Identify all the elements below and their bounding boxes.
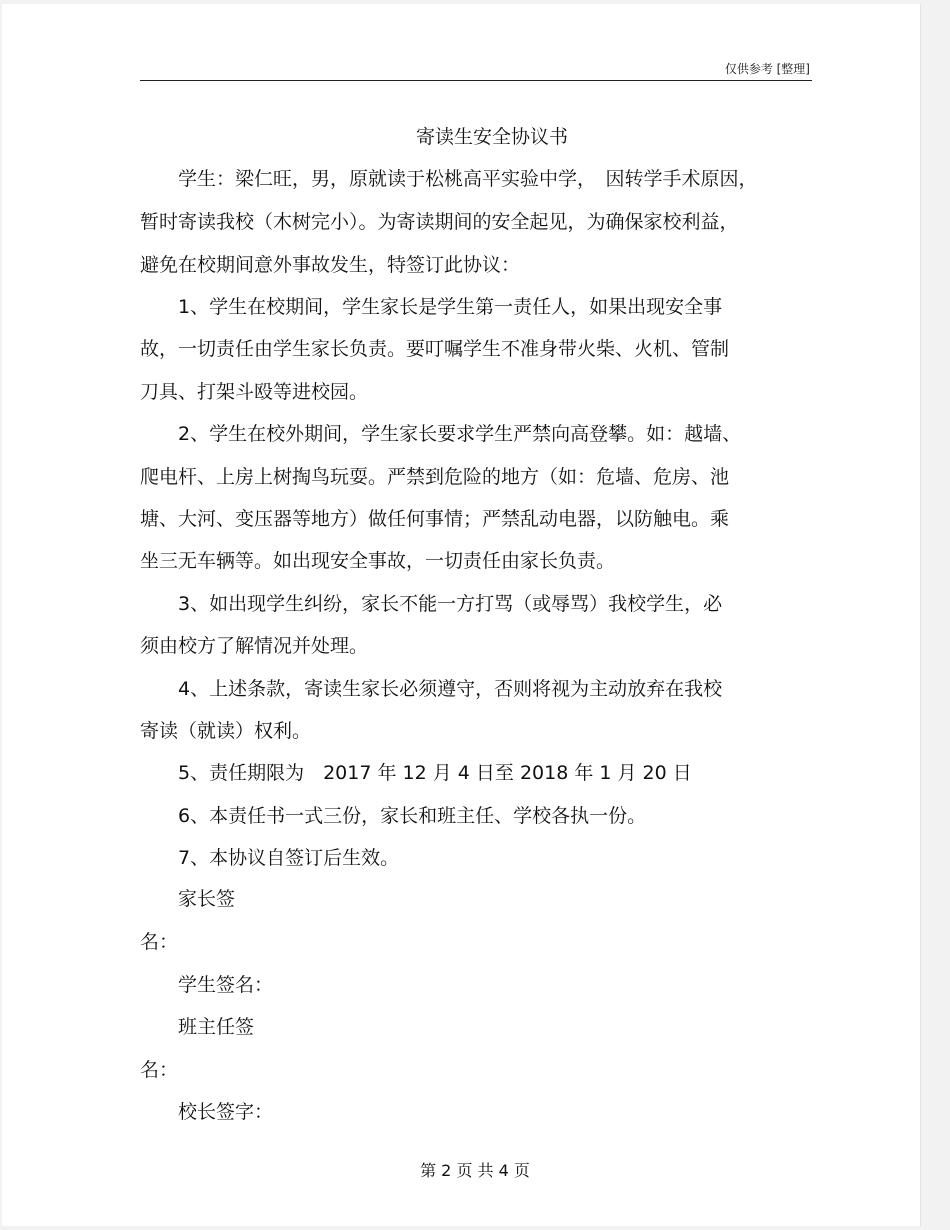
signature-parent-label: 家长签 — [140, 888, 236, 910]
body-line: 塘、大河、变压器等地方）做任何事情；严禁乱动电器，以防触电。乘 — [140, 508, 730, 530]
signature-principal-label: 校长签字： — [140, 1101, 274, 1123]
body-line: 1、学生在校期间，学生家长是学生第一责任人，如果出现安全事 — [140, 296, 723, 318]
body-line: 7、本协议自签订后生效。 — [140, 847, 400, 869]
body-line: 须由校方了解情况并处理。 — [140, 635, 369, 657]
body-line: 4、上述条款，寄读生家长必须遵守，否则将视为主动放弃在我校 — [140, 678, 723, 700]
body-line: 爬电杆、上房上树掏鸟玩耍。严禁到危险的地方（如：危墙、危房、池 — [140, 466, 730, 488]
body-line: 2、学生在校外期间，学生家长要求学生严禁向高登攀。如：越墙、 — [140, 423, 742, 445]
signature-teacher-label-cont: 名： — [140, 1059, 179, 1081]
body-line: 避免在校期间意外事故发生，特签订此协议： — [140, 254, 521, 276]
body-line: 3、如出现学生纠纷，家长不能一方打骂（或辱骂）我校学生，必 — [140, 593, 723, 615]
body-line: 学生：梁仁旺，男，原就读于松桃高平实验中学， 因转学手术原因， — [140, 168, 758, 190]
signature-teacher-label: 班主任签 — [140, 1016, 255, 1038]
document-page — [2, 4, 921, 1226]
body-line: 坐三无车辆等。如出现安全事故，一切责任由家长负责。 — [140, 550, 616, 572]
body-line: 暂时寄读我校（木树完小）。为寄读期间的安全起见，为确保家校利益， — [140, 211, 739, 233]
body-line: 寄读（就读）权利。 — [140, 720, 312, 742]
page-footer: 第 2 页 共 4 页 — [420, 1161, 530, 1180]
body-line: 6、本责任书一式三份，家长和班主任、学校各执一份。 — [140, 805, 647, 827]
header-note: 仅供参考 [整理] — [724, 62, 810, 76]
document-title: 寄读生安全协议书 — [415, 126, 568, 148]
body-line: 刀具、打架斗殴等进校园。 — [140, 381, 369, 403]
signature-student-label: 学生签名： — [140, 974, 274, 996]
header-rule — [140, 80, 812, 81]
signature-parent-label-cont: 名： — [140, 931, 179, 953]
body-line: 5、责任期限为 2017 年 12 月 4 日至 2018 年 1 月 20 日 — [140, 762, 692, 784]
body-line: 故，一切责任由学生家长负责。要叮嘱学生不准身带火柴、火机、管制 — [140, 338, 730, 360]
